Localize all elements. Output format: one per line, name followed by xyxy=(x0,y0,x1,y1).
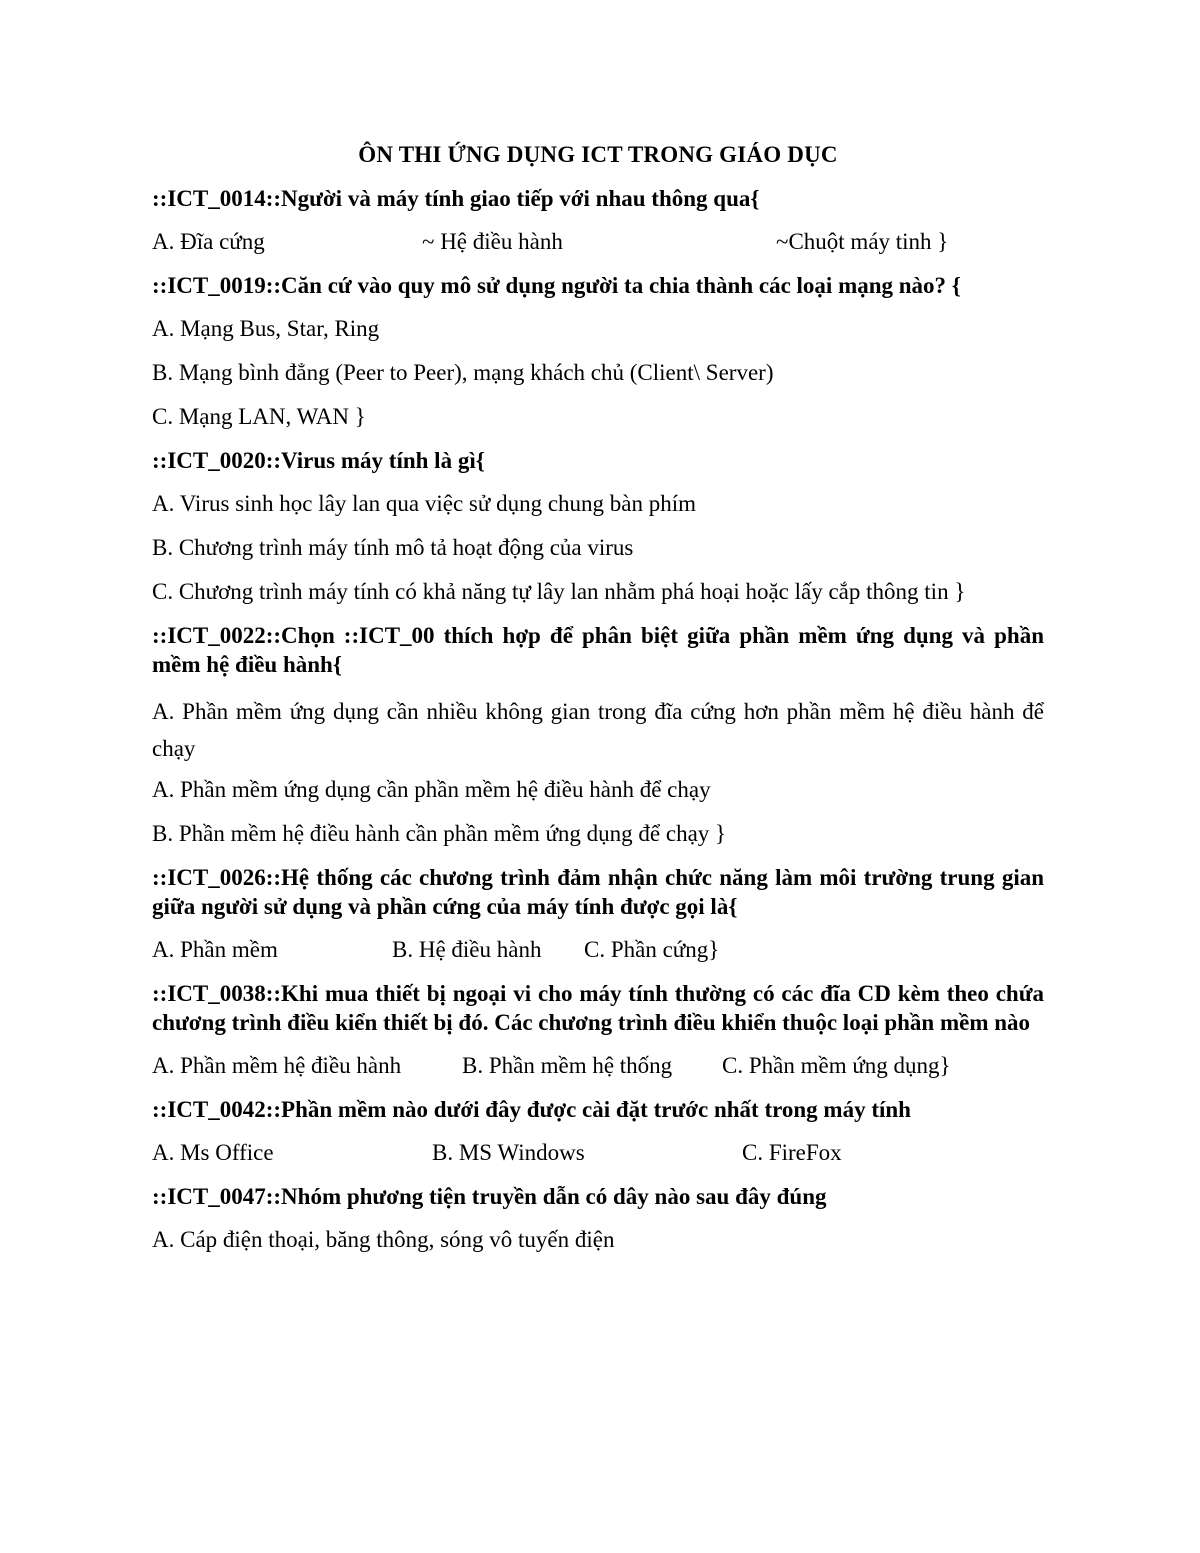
option-a: A. Phần mềm xyxy=(152,937,278,962)
option-c: C. Phần cứng} xyxy=(584,937,720,962)
option-a: A. Virus sinh học lây lan qua việc sử dụng chung bàn phím xyxy=(152,491,697,516)
option-a-second: A. Phần mềm ứng dụng cần phần mềm hệ điều hành để chạy xyxy=(152,777,711,802)
option-b: B. Chương trình máy tính mô tả hoạt động của virus xyxy=(152,535,634,560)
option-a: A. Mạng Bus, Star, Ring xyxy=(152,316,380,341)
option-a: A. Cáp điện thoại, băng thông, sóng vô tuyến điện xyxy=(152,1227,615,1252)
document-title: ÔN THI ỨNG DỤNG ICT TRONG GIÁO DỤC xyxy=(358,142,838,167)
options-row-ict-0038 xyxy=(152,1051,1044,1080)
question-ict-0014: ::ICT_0014::Người và máy tính giao tiếp với nhau thông qua{ xyxy=(152,186,760,211)
option-a: A. Đĩa cứng xyxy=(152,229,265,254)
question-ict-0020: ::ICT_0020::Virus máy tính là gì{ xyxy=(152,448,485,473)
option-c: C. FireFox xyxy=(742,1140,842,1165)
option-b: B. Hệ điều hành xyxy=(392,937,542,962)
document-page xyxy=(152,140,1044,1269)
options-row-ict-0014 xyxy=(152,227,1044,256)
option-a: A. Phần mềm hệ điều hành xyxy=(152,1053,402,1078)
question-ict-0047: ::ICT_0047::Nhóm phương tiện truyền dẫn có dây nào sau đây đúng xyxy=(152,1184,827,1209)
option-c: C. Phần mềm ứng dụng} xyxy=(722,1053,951,1078)
option-b: B. Phần mềm hệ thống xyxy=(462,1053,673,1078)
option-a: A. Phần mềm ứng dụng cần nhiều không gian trong đĩa cứng hơn phần mềm hệ điều hành để chạy xyxy=(152,699,1044,761)
question-ict-0026: ::ICT_0026::Hệ thống các chương trình đảm nhận chức năng làm môi trường trung gian giữa người sử dụng và phần cứng của máy tính được gọi là{ xyxy=(152,865,1044,919)
options-row-ict-0026 xyxy=(152,935,1044,964)
options-row-ict-0042 xyxy=(152,1138,1044,1167)
question-ict-0038: ::ICT_0038::Khi mua thiết bị ngoại vi cho máy tính thường có các đĩa CD kèm theo chứa chương trình điều kiển thiết bị đó. Các chương trình điều khiển thuộc loại phần mềm nào xyxy=(152,981,1044,1035)
option-b: B. Phần mềm hệ điều hành cần phần mềm ứng dụng để chạy } xyxy=(152,821,727,846)
option-c: C. Mạng LAN, WAN } xyxy=(152,404,366,429)
question-ict-0022: ::ICT_0022::Chọn ::ICT_00 thích hợp để phân biệt giữa phần mềm ứng dụng và phần mềm hệ điều hành{ xyxy=(152,623,1044,677)
option-b: B. Mạng bình đẳng (Peer to Peer), mạng khách chủ (Client\ Server) xyxy=(152,360,774,385)
question-ict-0042: ::ICT_0042::Phần mềm nào dưới đây được cài đặt trước nhất trong máy tính xyxy=(152,1097,911,1122)
question-ict-0019: ::ICT_0019::Căn cứ vào quy mô sử dụng người ta chia thành các loại mạng nào? { xyxy=(152,273,961,298)
option-b: ~ Hệ điều hành xyxy=(422,229,563,254)
option-c: C. Chương trình máy tính có khả năng tự lây lan nhằm phá hoại hoặc lấy cắp thông tin } xyxy=(152,579,966,604)
option-a: A. Ms Office xyxy=(152,1140,274,1165)
option-b: B. MS Windows xyxy=(432,1140,585,1165)
option-c: ~Chuột máy tinh } xyxy=(776,229,949,254)
